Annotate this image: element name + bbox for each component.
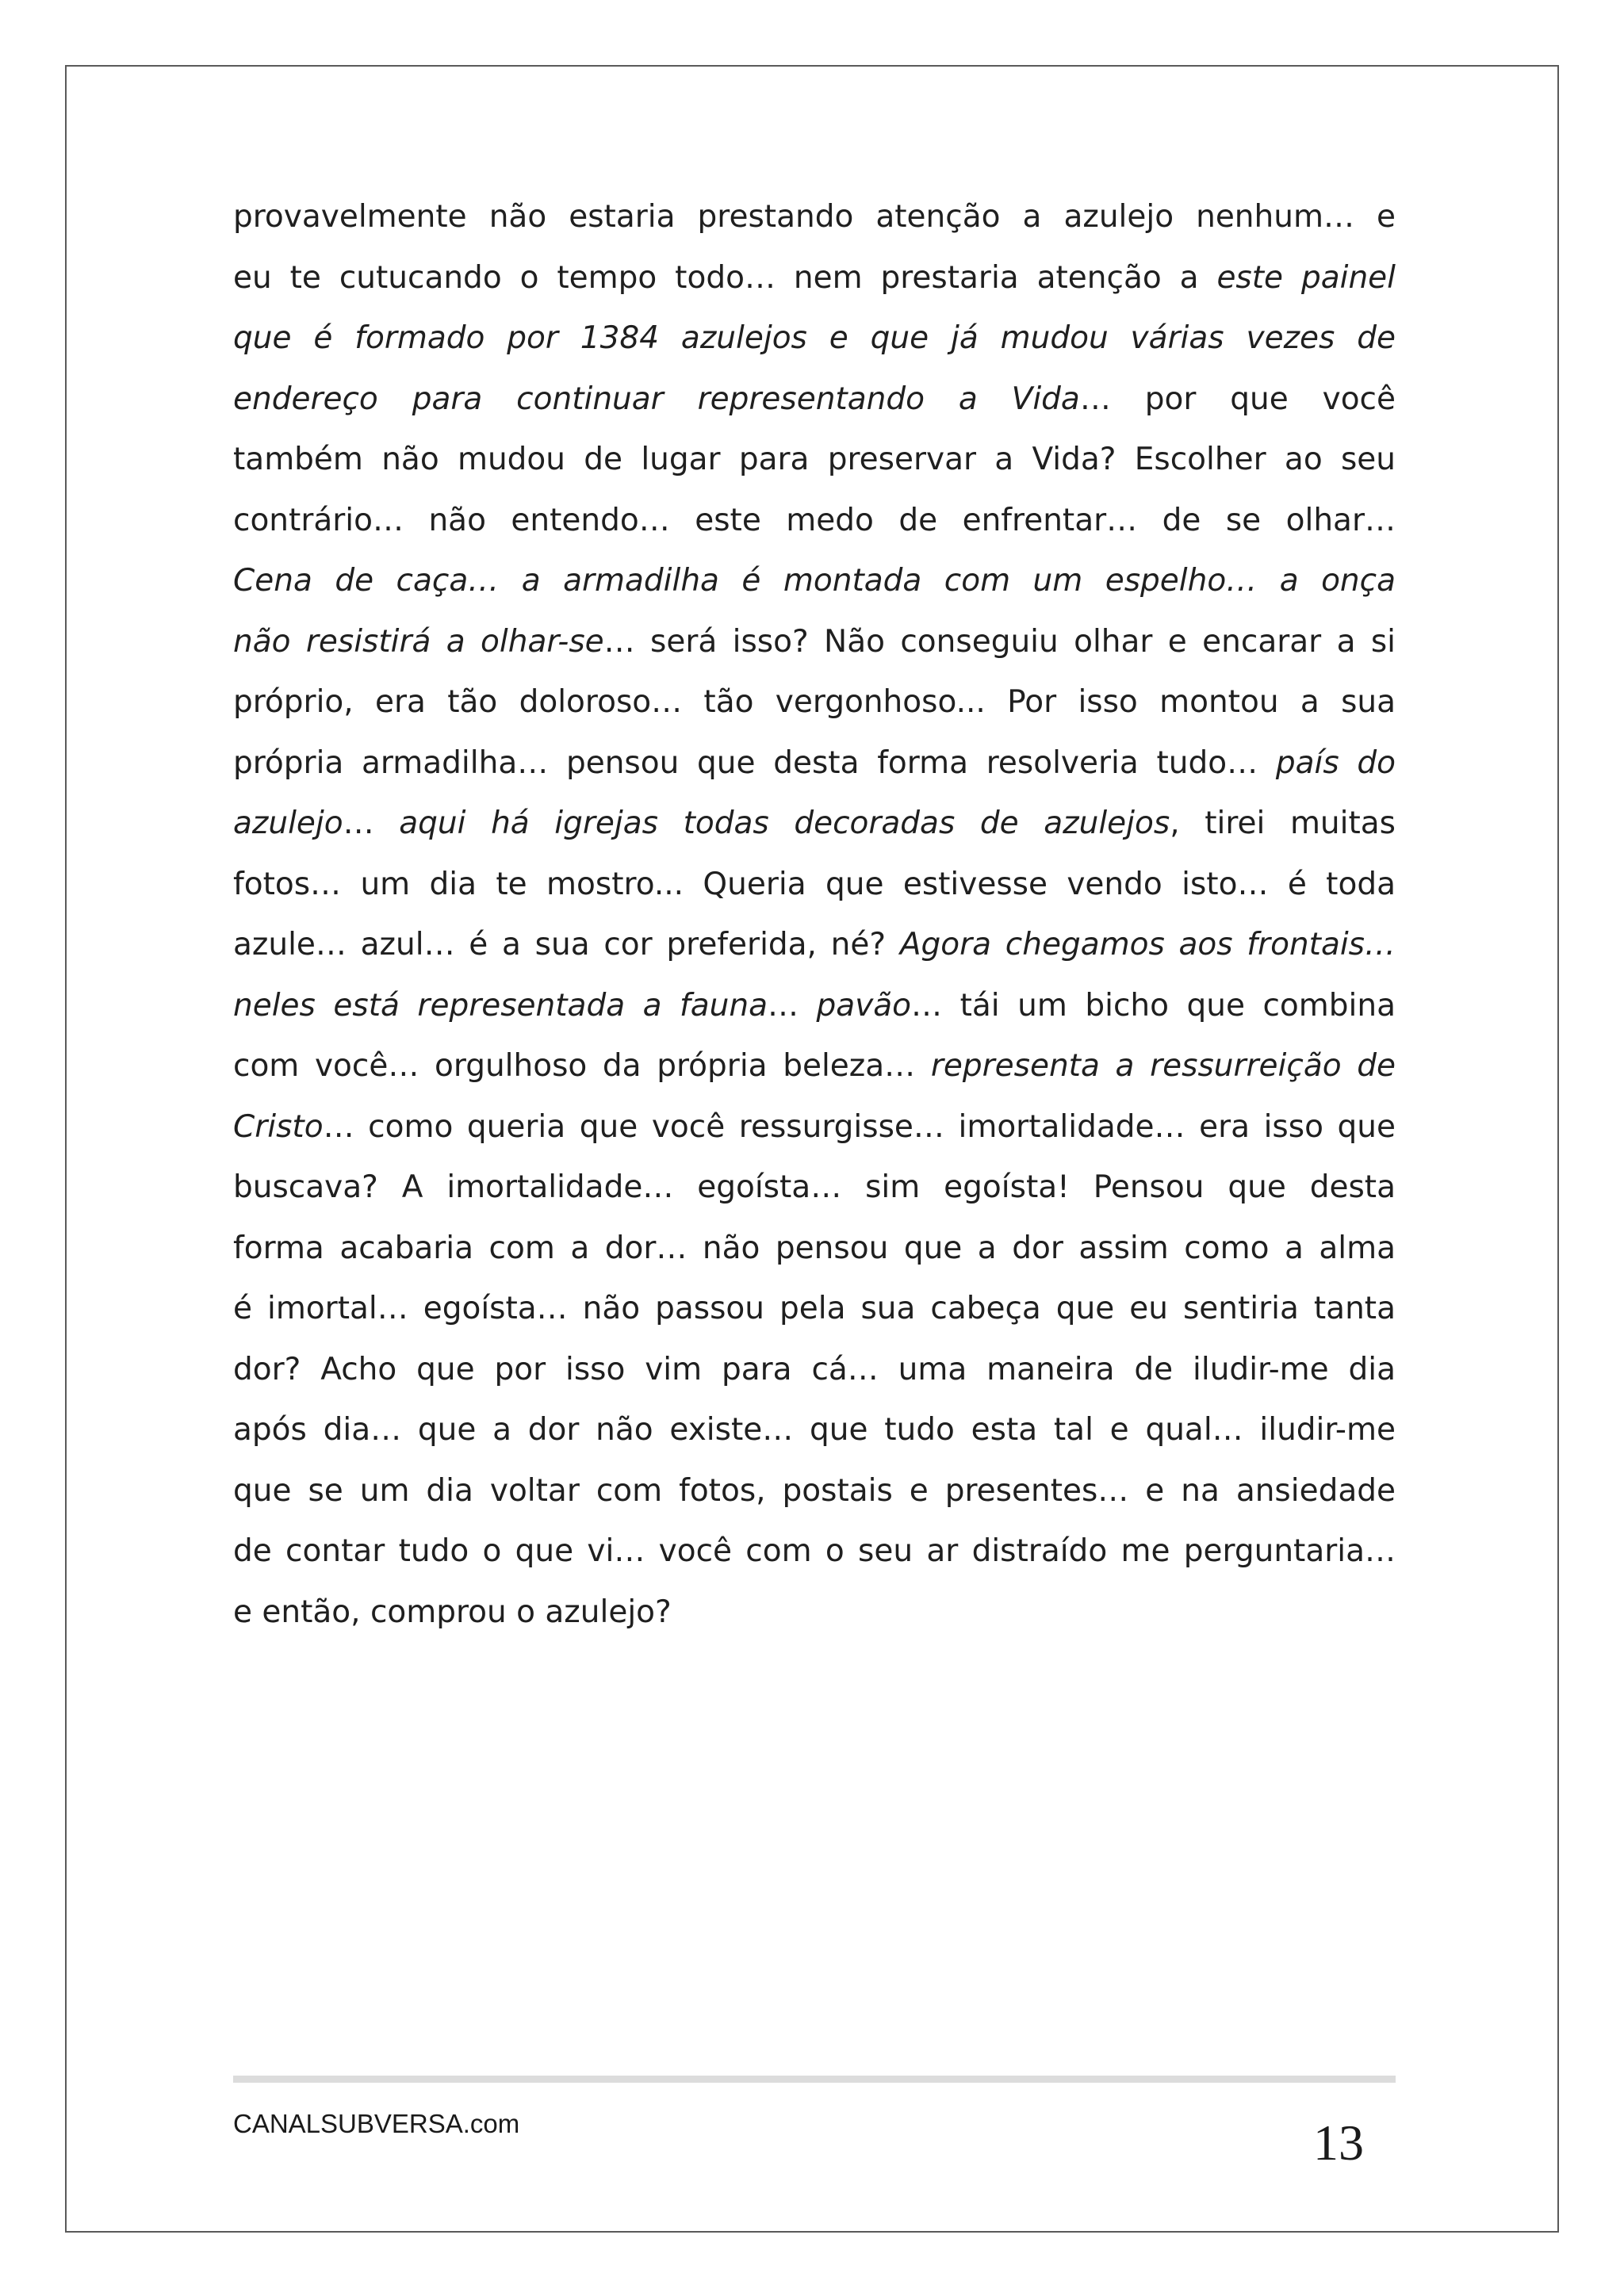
text-line bbox=[233, 672, 1396, 733]
text-line bbox=[233, 1340, 1396, 1401]
text-line bbox=[233, 1219, 1396, 1280]
text-line bbox=[233, 1521, 1396, 1582]
text-line bbox=[233, 1158, 1396, 1219]
text-segment: é imortal… egoísta… não passou pela sua cabeça que eu sentiria tanta bbox=[233, 1291, 1396, 1326]
italic-text-segment: Cena de caça… a armadilha é montada com um espelho… a onça bbox=[233, 563, 1396, 599]
text-line bbox=[233, 308, 1396, 369]
text-segment: … como queria que você ressurgisse… imortalidade… era isso que bbox=[323, 1108, 1396, 1145]
footer-divider bbox=[233, 2076, 1396, 2083]
italic-text-segment: aqui há igrejas todas decoradas de azulejos bbox=[399, 806, 1170, 841]
text-segment: também não mudou de lugar para preservar a Vida? Escolher ao seu bbox=[233, 442, 1396, 477]
text-line bbox=[233, 1097, 1396, 1158]
text-line bbox=[233, 976, 1396, 1037]
text-line bbox=[233, 248, 1396, 309]
italic-text-segment: país do bbox=[1275, 744, 1396, 781]
text-line bbox=[233, 187, 1396, 248]
text-line bbox=[233, 915, 1396, 976]
text-segment: … será isso? Não conseguiu olhar e encarar a si bbox=[603, 623, 1396, 660]
text-line bbox=[233, 369, 1396, 430]
footer-site-name: CANALSUBVERSA.com bbox=[233, 2109, 520, 2138]
text-line bbox=[233, 551, 1396, 612]
italic-text-segment: não resistirá a olhar-se bbox=[233, 623, 604, 660]
text-line bbox=[233, 1400, 1396, 1461]
italic-text-segment: que é formado por 1384 azulejos e que já mudou várias vezes de bbox=[233, 320, 1396, 356]
italic-text-segment: Cristo bbox=[233, 1108, 324, 1145]
text-segment: contrário… não entendo… este medo de enfrentar… de se olhar… bbox=[233, 502, 1396, 538]
text-line bbox=[233, 733, 1396, 794]
page-number: 13 bbox=[1313, 2114, 1364, 2171]
text-line bbox=[233, 1582, 1396, 1644]
text-segment: própria armadilha… pensou que desta forma resolveria tudo… bbox=[233, 744, 1276, 781]
text-segment: eu te cutucando o tempo todo… nem prestaria atenção a bbox=[233, 259, 1217, 296]
italic-text-segment: azulejo bbox=[233, 806, 343, 841]
text-segment: forma acabaria com a dor… não pensou que a dor assim como a alma bbox=[233, 1230, 1396, 1266]
body-text bbox=[233, 187, 1396, 1643]
text-line bbox=[233, 491, 1396, 552]
italic-text-segment: neles está representada a fauna bbox=[233, 987, 768, 1024]
text-line bbox=[233, 794, 1396, 855]
text-segment: e então, comprou o azulejo? bbox=[233, 1594, 672, 1630]
text-segment: com você… orgulhoso da própria beleza… bbox=[233, 1048, 931, 1084]
text-segment: fotos… um dia te mostro... Queria que estivesse vendo isto… é toda bbox=[233, 866, 1396, 902]
text-segment: próprio, era tão doloroso… tão vergonhoso... Por isso montou a sua bbox=[233, 684, 1396, 720]
text-segment: que se um dia voltar com fotos, postais e presentes… e na ansiedade bbox=[233, 1472, 1396, 1509]
text-segment: provavelmente não estaria prestando atenção a azulejo nenhum… e bbox=[233, 199, 1396, 235]
text-segment: … por que você bbox=[1079, 381, 1396, 417]
italic-text-segment: representa a ressurreição de bbox=[930, 1048, 1396, 1084]
text-segment: azule… azul… é a sua cor preferida, né? bbox=[233, 927, 900, 962]
text-line bbox=[233, 1036, 1396, 1097]
text-segment: , tirei muitas bbox=[1170, 806, 1396, 841]
text-line bbox=[233, 430, 1396, 491]
italic-text-segment: pavão bbox=[816, 987, 912, 1024]
italic-text-segment: Agora chegamos aos frontais… bbox=[899, 927, 1396, 962]
text-line bbox=[233, 855, 1396, 916]
text-segment: buscava? A imortalidade… egoísta… sim egoísta! Pensou que desta bbox=[233, 1169, 1396, 1205]
text-line bbox=[233, 612, 1396, 673]
italic-text-segment: endereço para continuar representando a Vida bbox=[233, 381, 1080, 417]
text-segment: … tái um bicho que combina bbox=[911, 987, 1396, 1024]
text-segment: de contar tudo o que vi… você com o seu ar distraído me perguntaria… bbox=[233, 1533, 1396, 1569]
italic-text-segment: este painel bbox=[1216, 259, 1396, 296]
text-line bbox=[233, 1461, 1396, 1522]
text-segment: … bbox=[768, 987, 817, 1024]
text-segment: dor? Acho que por isso vim para cá… uma maneira de iludir-me dia bbox=[233, 1351, 1396, 1387]
text-segment: … bbox=[343, 806, 400, 841]
text-line bbox=[233, 1279, 1396, 1340]
text-segment: após dia… que a dor não existe… que tudo esta tal e qual… iludir-me bbox=[233, 1412, 1396, 1448]
